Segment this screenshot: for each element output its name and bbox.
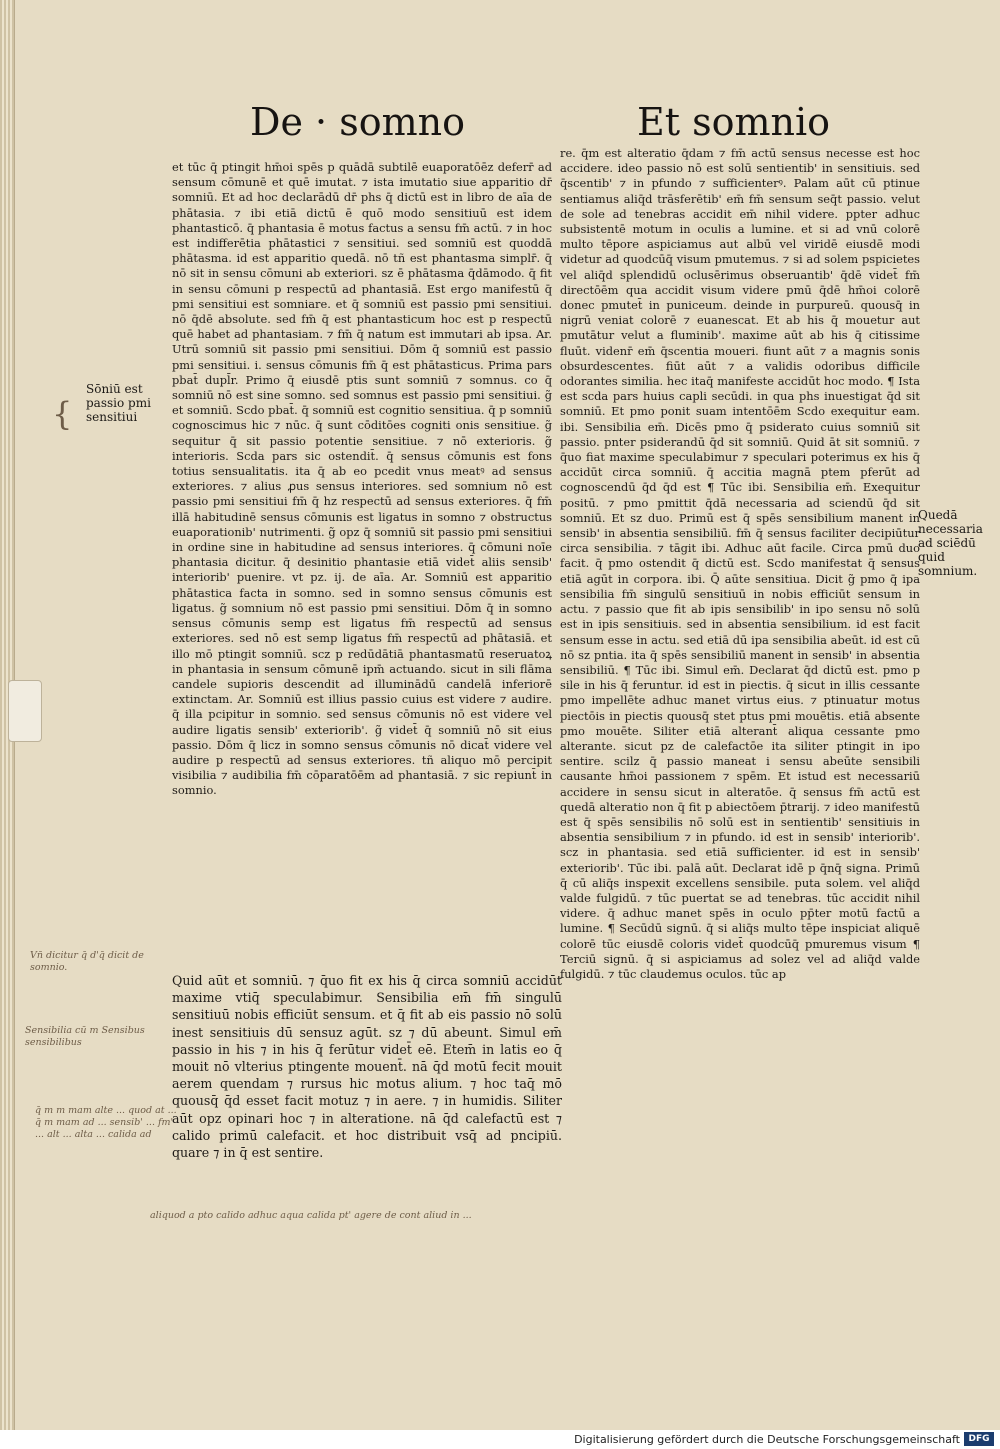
handwritten-note: aliquod a pto calido adhuc aqua calida pt' agere de cont aliud in ... — [150, 1210, 472, 1221]
header-right: Et somnio — [636, 100, 830, 144]
right-column — [560, 146, 920, 1211]
left-column — [172, 160, 552, 970]
paper-tab — [8, 680, 42, 742]
handwritten-note: Sensibilia cū m Sensibus sensibilibus — [25, 1025, 145, 1048]
right-column-text: re. q̄m est alteratio q̄dam ⁊ fm̄ actū sensus necesse est hoc accidere. ideo passio nō est solū sentientib' in sensitiuis. sed q̄scentib' ⁊ in pfundo ⁊ sufficienterꝰ. Palam aūt cū ptinue sentiamus aliq̄d trāsferētib' em̄ fm̄ sensum seq̄t passio. velut de sole ad tenebras accidit em̄ nihil videre. ppter adhuc subsistentē motum in oculis a lumine. et si ad vnū colorē multo tēpore aspiciamus aut albū vel viridē eiusdē modi videtur ad quodcūq̄ visum pmutemus. ⁊ si ad solem pspicietes vel aliq̄d splendidū oclusērimus obseruantib' q̄dē videt̄ fm̄ directōēm qua accidit visum videre pmū q̄dē hm̄oi colorē donec pmutet̄ in puniceum. deinde in purpureū. quousq̄ in nigrū veniat colorē ⁊ euanescat. Et ab his q̄ mouetur aut pmutātur velut a fluminib'. maxime aūt ab his q̄ citissime fluūt. videnr̄ em̄ q̄scentia moueri. fiunt aūt ⁊ a magnis sonis obsurdescentes. fiūt aūt ⁊ a validis odoribus difficile odorantes similia. hec itaq̄ manifeste accidūt hoc modo. ¶ Ista est scda pars huius capli secūdi. in qua phs inuestigat q̄d sit somniū. Et pmo ponit suam intentōēm Scdo exequitur eam. ibi. Sensibilia em̄. Dicēs pmo q̄ psiderato cuius somniū sit passio. pnter psiderandū q̄d sit somniū. Quid āt sit somniū. ⁊ q̄uo fiat maxime speculabimur ⁊ speculari poterimus ex his q̄ accidūt circa somniū. q̄ accitia magnā ptem pferūt ad cognoscendū q̄d q̄d est ¶ Tūc ibi. Sensibilia em̄. Exequitur positū. ⁊ pmo pmittit q̄dā necessaria ad sciendū q̄d sit somniū. Et sz duo. Primū est q̄ spēs sensibilium manent in sensib' in absentia sensibiliū. fm̄ q̄ sensus faciliter decipiūtur circa sensibilia. ⁊ tāgit ibi. Adhuc aūt facile. Circa pmū duo facit. q̄ pmo ostendit q̄ dictū est. Scdo manifestat q̄ sensus etiā agūt in corpora. ibi. Q̄ aūte sensitiua. Dicit g̃ pmo q̄ ipa sensibilia fm̄ singulū sensitiuū in nobis efficiūt sensum in actu. ⁊ passio que fit ab ipis sensibilib' in ipo sensu nō solū est in ipis sensitiuis. sed in absentia sensibilium. id est facit sensum esse in actu. sed etiā dū ipa sensibilia abeūt. id est cū nō sz pntia. ita q̄ spēs sensibiliū manent in sensib' in absentia sensibiliū. ¶ Tūc ibi. Simul em̄. Declarat q̄d dictū est. pmo p sile in his q̄ feruntur. id est in piectis. q̄ sicut in illis cessante pmo impellēte adhuc manet virtus eius. ⁊ ptinuatur motus piectōis in piectis quousq̄ stet ptus pmi mouētis. etiā absente pmo mouēte. Siliter etiā alterant̄ aliqua cessante pmo alterante. sicut pz de calefactōe ita siliter ptingit in ipo sentire. scilz q̄ passio maneat i sensu abeūte sensibili causante hm̄oi passionem ⁊ spēm. Et istud est necessariū accidere in sensu sicut in alteratōe. q̄ sensus fm̄ actū est quedā alteratio non q̄ fit p abiectōem p̄trarij. ⁊ ideo manifestū est q̄ spēs sensibilis nō solū est in sentientib' sensitiuis in absentia sensibilium ⁊ in pfundo. id est in sensib' interiorib'. scz in phantasia. sed etiā sufficienter. id est in sensib' exteriorib'. Tūc ibi. palā aūt. Declarat idē p q̄nq̄ signa. Primū q̄ cū aliq̄s inspexit excellens sensibile. puta solem. vel aliq̄d valde fulgidū. ⁊ tūc puertat se ad tenebras. tūc accidit nihil videre. q̄ adhuc manet spēs in oculo pp̄ter motū factū a lumine. ¶ Secūdū signū. q̄ si aliq̄s multo tēpe inspiciat aliquē colorē tūc eiusdē coloris videt̄ quodcūq̄ pmuremus visum ¶ Terciū signū. q̄ si aspiciamus ad solez vel ad aliq̄d valde fulgidū. ⁊ tūc claudemus oculos. tūc ap — [560, 146, 920, 981]
dfg-logo: DFG — [964, 1432, 994, 1446]
left-column-lower — [172, 972, 562, 1222]
brace-mark: { — [52, 395, 73, 433]
left-column-lower-text: Quid aūt et somniū. ⁊ q̄uo fit ex his q̄ circa somniū accidūt maxime vtiq̄ speculabimur. Sensibilia em̄ fm̄ singulū sensitiuū nobis efficiūt sensum. et q̄ fit ab eis passio nō solū inest sensitiuis dū sensuz agūt. sz ⁊ dū abeunt. Simul em̄ passio in his ⁊ in his q̄ ferūtur videt̄ eē. Etem̄ in latis eo q̄ mouit nō vlterius ptingente mouent̄. nā q̄d motū fecit mouit aerem quendam ⁊ rursus hic motus alium. ⁊ hoc taq̄ mō quousq̄ q̄d esset facit motuz ⁊ in aere. ⁊ in humidis. Siliter aūt opz opinari hoc ⁊ in alteratione. nā q̄d calefactū est ⁊ calido primū calefacit. et hoc distribuit vsq̄ ad pncipiū. quare ⁊ in q̄ est sentire. — [172, 973, 562, 1161]
handwritten-note: Vn̄ dicitur q̄ d'q̄ dicit de somnio. — [30, 950, 144, 973]
header-left: De · somno — [250, 100, 465, 144]
running-header — [240, 100, 830, 150]
margin-note-right: Quedā necessaria ad sciēdū quid somnium. — [918, 508, 983, 578]
handwritten-note: q̄ m m mam alte ... quod at ... q̄ m mam ad ... sensib' ... fm' ... alt ... alta ... calida ad — [35, 1105, 177, 1140]
digitization-footer — [0, 1430, 1000, 1449]
left-column-text: et tūc q̄ ptingit hm̄oi spēs p quādā subtilē euaporatōēz deferr̄ ad sensum cōmunē et quē imutat. ⁊ ista imutatio siue apparitio dr̄ somniū. Et ad hoc declarādū dr̄ phs q̄ dictū est in libro de aīa de phātasia. ⁊ ibi etiā dictū ē quō modo sensitiuū est idem phantasticō. q̄ phantasia ē motus factus a sensu fm̄ actū. ⁊ in hoc est indifferētia phātastici ⁊ sensitiui. sed somniū est quoddā phātasma. id est apparitio quedā. nō tñ est phantasma simplr̄. q̄ nō sit in sensu cōmuni ab exteriori. sz ē phātasma q̄dāmodo. q̄ fit in sensu cōmuni p respectū ad phantasiā. Est ergo manifestū q̄ pmi sensitiui est somniare. et q̄ somniū est passio pmi sensitiui. nō q̄dē absolute. sed fm̄ q̄ est phantasticum hoc est p respectū quē habet ad phantasiam. ⁊ fm̄ q̄ natum est immutari ab ipsa. Ar. Utrū somniū sit passio pmi sensitiui. Dōm q̄ somniū est passio pmi sensitiui. i. sensus cōmunis fm̄ q̄ est phātasticus. Prima pars pbat̄ dupl̄r. Primo q̄ eiusdē ptis sunt somniū ⁊ somnus. co q̄ somniū nō est sine somno. sed somnus est passio pmi sensitiui. g̃ et somniū. Scdo pbat̄. q̄ somniū est cognitio sensitiua. q̄ p somniū cognoscimus hic ⁊ nūc. q̄ sunt cōditōes cogniti onis sensitiue. g̃ sequitur q̄ sit passio potentie sensitiue. ⁊ nō exterioris. g̃ interioris. Scda pars sic ostendit̄. q̄ sensus cōmunis est fons totius sensualitatis. ita q̄ ab eo pcedit vnus meatꝰ ad sensus exteriores. ⁊ alius ꝓus sensus interiores. sed somnium nō est passio pmi sensitiui fm̄ q̄ hz respectū ad sensus exteriores. q̄ fm̄ illā habitudinē sensus cōmunis est ligatus in somno ⁊ obstructus euaporationib' nutrimenti. g̃ opz q̄ somniū sit passio pmi sensitiui in ordine sine in habitudine ad sensus interiores. q̄ cōmuni noīe phantasia dicitur. q̄ desinitio phantasie etiā videt̄ aliis sensib' interiorib' puenire. vt pz. ij. de aīa. Ar. Somniū est apparitio phātastica facta in somno. sed in somno sensus cōmunis est ligatus. g̃ somnium nō est passio pmi sensitiui. Dōm q̄ in somno sensus cōmunis semp est ligatus fm̄ respectū ad sensus exteriores. sed nō est semp ligatus fm̄ respectū ad phātasiā. et illo mō ptingit somniū. scz p redūdātiā phantasmatū reseruatoꝝ in phantasia in sensum cōmunē ipm̄ actuando. sicut in sili flāma candele supioris descendit ad illuminādū candelā inferiorē extinctam. Ar. Somniū est illius passio cuius est videre ⁊ audire. q̄ illa pcipitur in somnio. sed sensus cōmunis nō est videre vel audire ligatis sensib' exteriorib'. g̃ videt̄ q̄ somniū nō sit eius passio. Dōm q̄ licz in somno sensus cōmunis nō dicat̄ videre vel audire p respectū ad sensus exteriores. tñ aliquo mō percipit visibilia ⁊ audibilia fm̄ cōparatōēm ad phantasiā. ⁊ sic repiunt̄ in somnio. — [172, 160, 552, 798]
margin-note-left: Sōniū est passio pmi sensitiui — [86, 382, 151, 424]
footer-credit: Digitalisierung gefördert durch die Deutsche Forschungsgemeinschaft — [574, 1433, 960, 1446]
